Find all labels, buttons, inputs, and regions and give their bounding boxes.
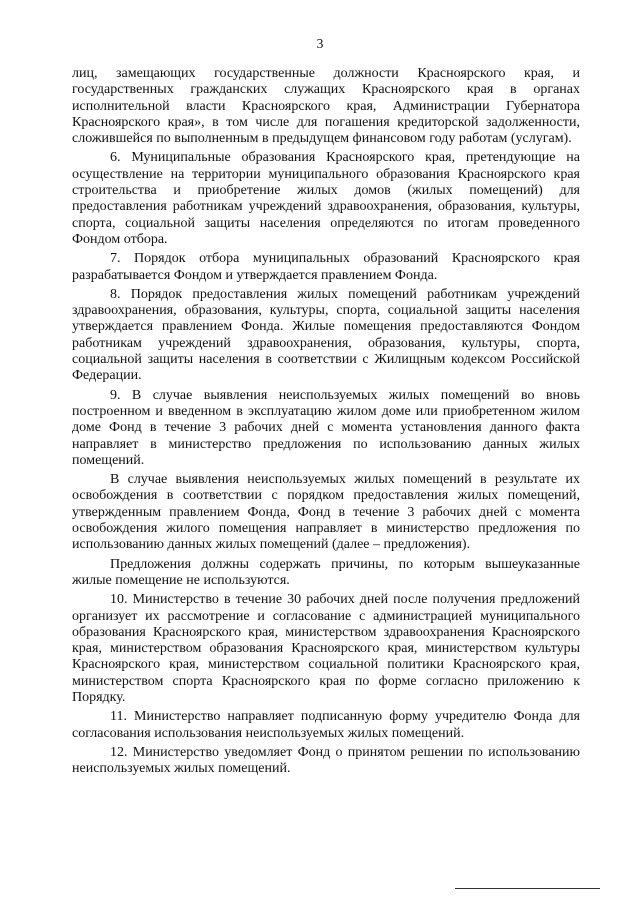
footer-rule: [455, 888, 600, 889]
paragraph-item-9-part-3: Предложения должны содержать причины, по которым вышеуказанные жилые помещение не используются.: [72, 556, 580, 588]
paragraph-item-9-part-2: В случае выявления неиспользуемых жилых помещений в результате их освобождения в соответствии с порядком предоставления жилых помещений, утвержденным правлением Фонда, Фонд в течение 3 рабочих дней с момента освобождения жилого помещения направляет в министерство предложения по использованию данных жилых помещений (далее – предложения).: [72, 472, 580, 553]
paragraph-item-7: 7. Порядок отбора муниципальных образований Красноярского края разрабатывается Фондом и утверждается правлением Фонда.: [72, 251, 580, 283]
page-number: 3: [316, 36, 324, 51]
paragraph-item-12: 12. Министерство уведомляет Фонд о принятом решении по использованию неиспользуемых жилых помещений.: [72, 744, 580, 777]
paragraph-item-8: 8. Порядок предоставления жилых помещений работникам учреждений здравоохранения, образования, культуры, спорта, социальной защиты населения утверждается правлением Фонда. Жилые помещения предоставляются Фондом работникам учреждений здравоохранения, образования, культуры, спорта, социальной защиты населения в соответствии с Жилищным кодексом Российской Федерации.: [72, 286, 580, 384]
paragraph-item-10: 10. Министерство в течение 30 рабочих дней после получения предложений организует их рассмотрение и согласование с администрацией муниципального образования Красноярского края, министерством здравоохранения Красноярского края, министерством образования Красноярского края, министерством культуры Красноярского края, министерством социальной политики Красноярского края, министерством спорта Красноярского края по форме согласно приложению к Порядку.: [72, 592, 580, 705]
paragraph-item-6: 6. Муниципальные образования Красноярского края, претендующие на осуществление на территории муниципального образования Красноярского края строительства и приобретение жилых домов (жилых помещений) для предоставления работникам учреждений здравоохранения, образования, культуры, спорта, социальной защиты населения определяются по итогам проведенного Фондом отбора.: [72, 150, 580, 247]
paragraph-item-9: 9. В случае выявления неиспользуемых жилых помещений во вновь построенном и введенном в эксплуатацию жилом доме или приобретенном жилом доме Фонд в течение 3 рабочих дней с момента установления данного факта направляет в министерство предложения по использованию данных жилых помещений.: [72, 387, 580, 468]
paragraph-item-11: 11. Министерство направляет подписанную форму учредителю Фонда для согласования использования неиспользуемых жилых помещений.: [72, 709, 580, 741]
paragraph-continuation: лиц, замещающих государственные должности Красноярского края, и государственных гражданских служащих Красноярского края в органах исполнительной власти Красноярского края, Администрации Губернатора Красноярского края», в том числе для погашения кредиторской задолженности, сложившейся по выполненным в предыдущем финансовом году работам (услугам).: [72, 66, 580, 147]
document-body: [72, 66, 580, 780]
